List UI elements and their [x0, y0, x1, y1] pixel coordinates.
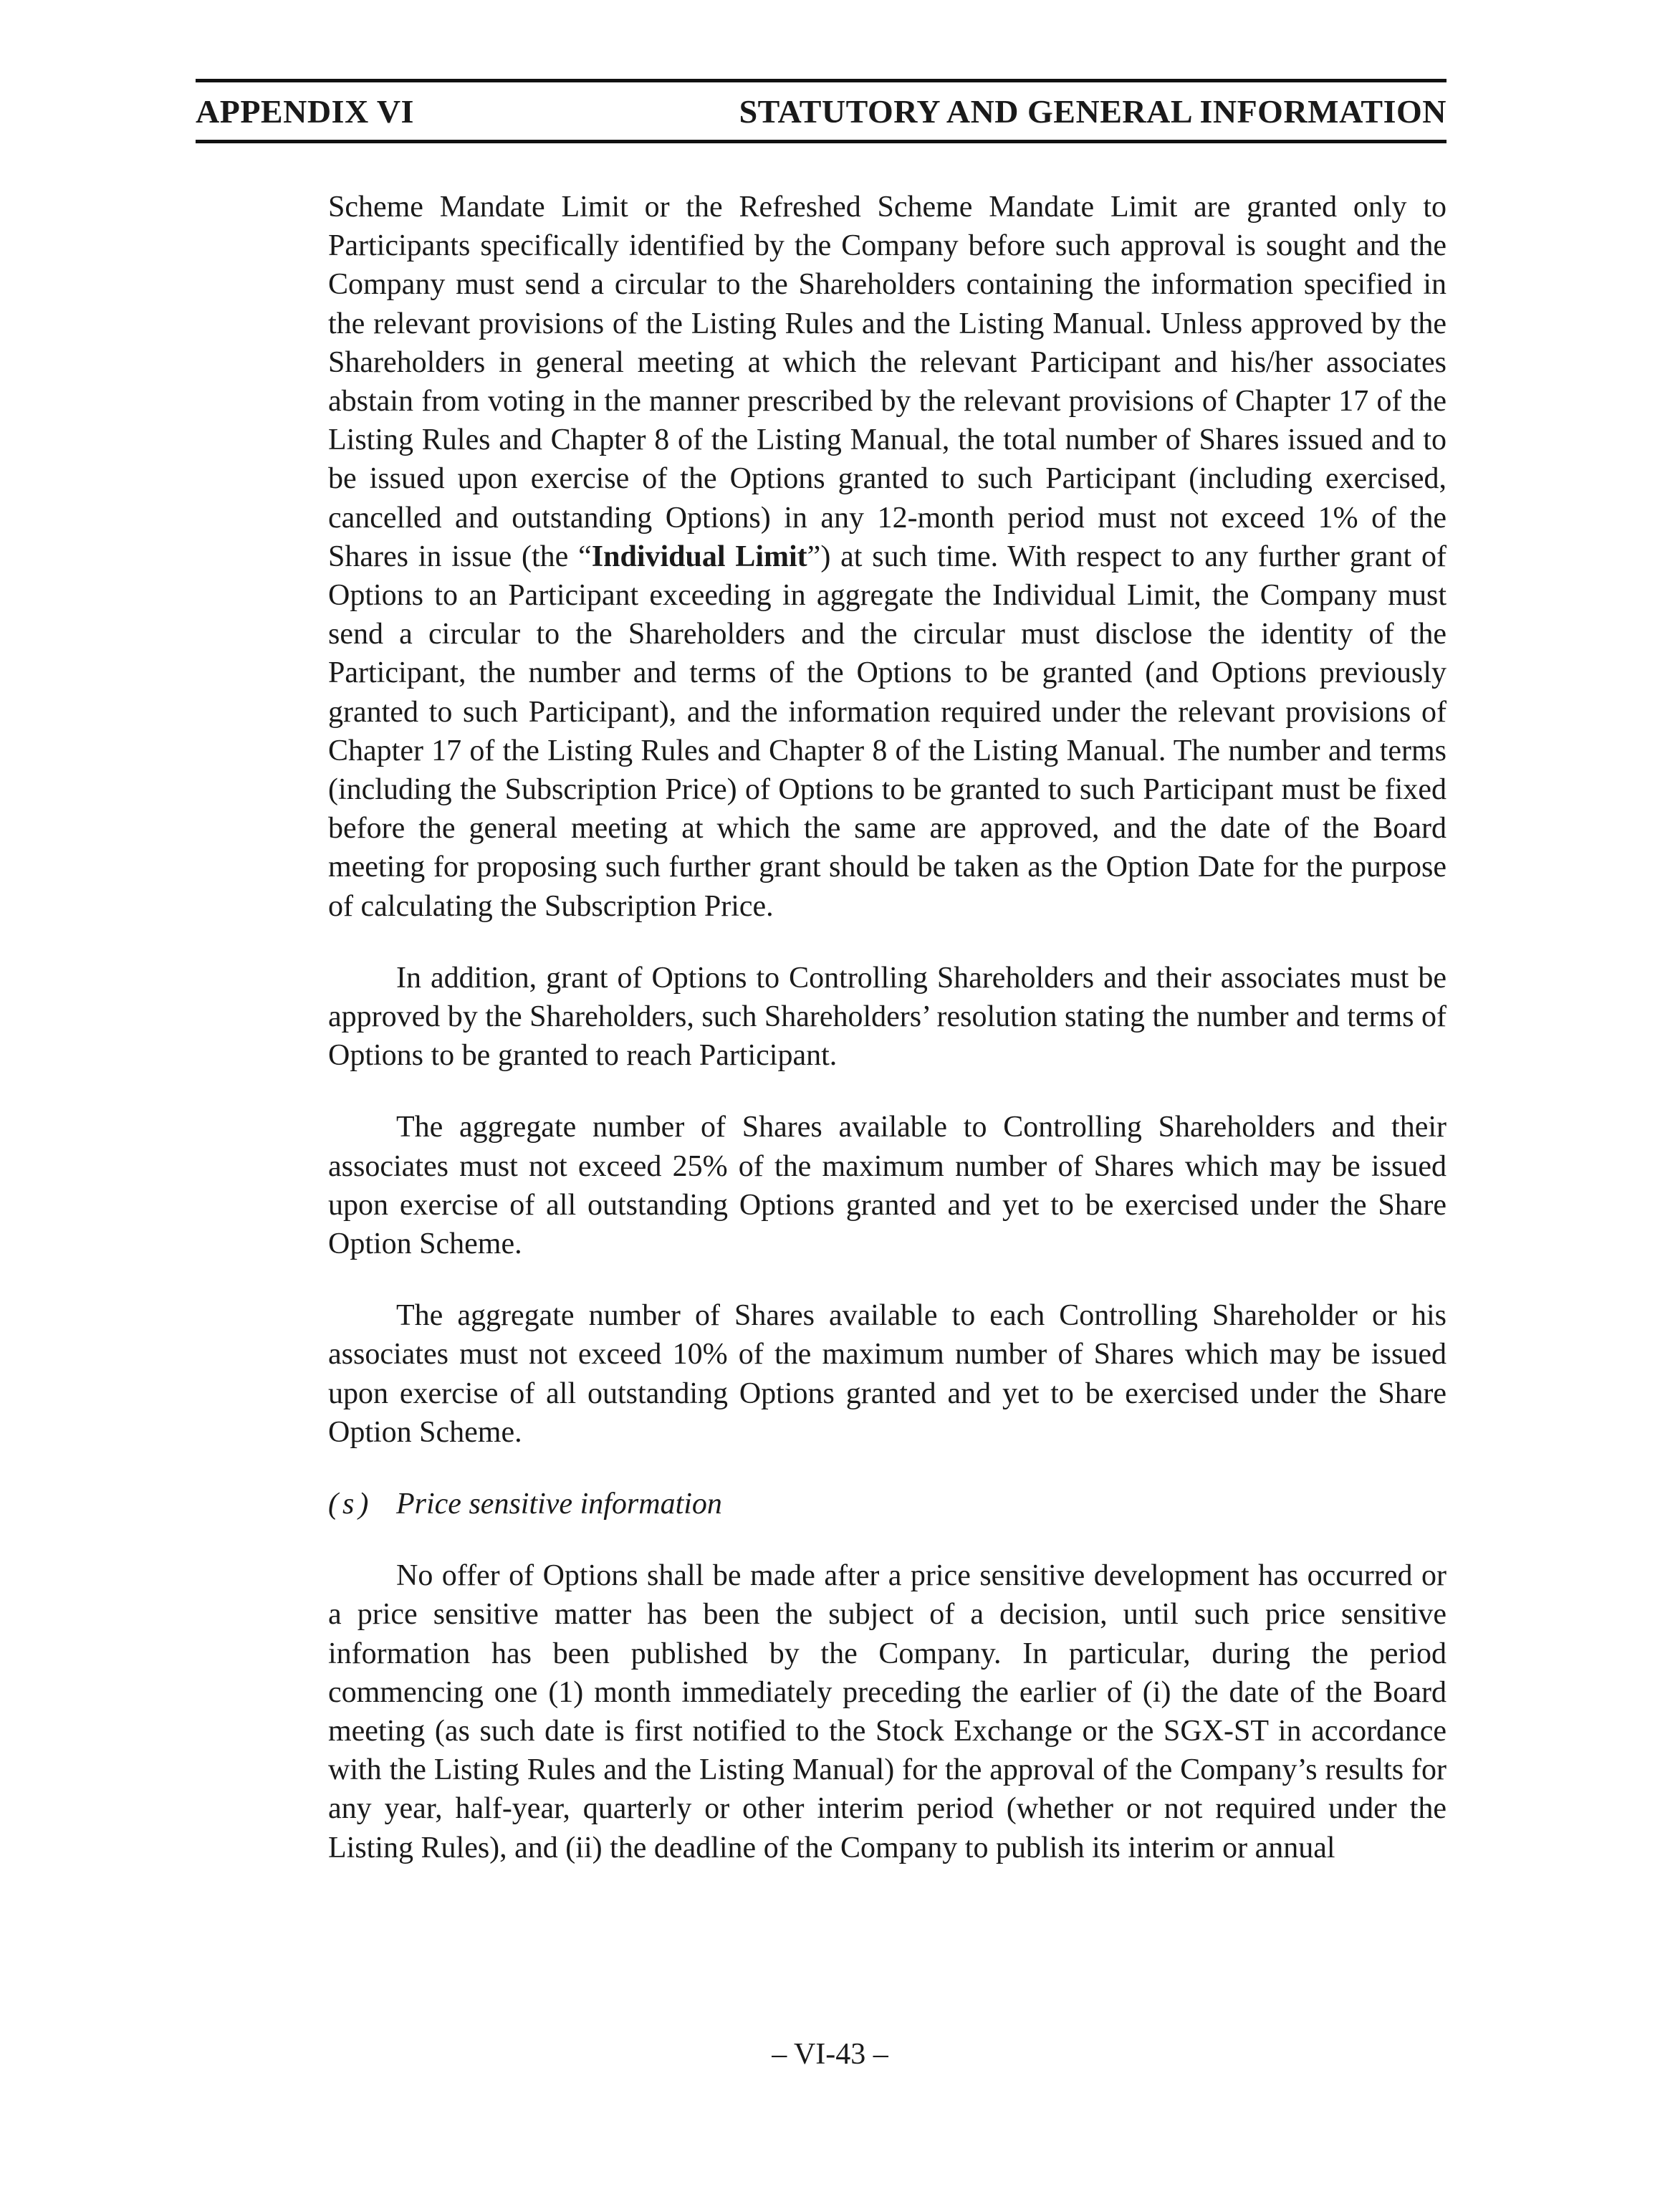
appendix-label: APPENDIX VI	[196, 93, 414, 130]
section-title: STATUTORY AND GENERAL INFORMATION	[739, 93, 1446, 130]
paragraph-price-sensitive: No offer of Options shall be made after a price sensitive development has occurred or a price sensitive matter has been the subject of a decision, until such price sensitive information has been published by the Company. In particular, during the period commencing one (1) month immediately preceding the earlier of (i) the date of the Board meeting (as such date is first notified to the Stock Exchange or the SGX-ST in accordance with the Listing Rules and the Listing Manual) for the approval of the Company’s results for any year, half-year, quarterly or other interim period (whether or not required under the Listing Rules), and (ii) the deadline of the Company to publish its interim or annual	[328, 1559, 1446, 1864]
paragraph-aggregate-10-percent: The aggregate number of Shares available to each Controlling Shareholder or his associates must not exceed 10% of the maximum number of Shares which may be issued upon exercise of all outstanding Options granted and yet to be exercised under the Share Option Scheme.	[328, 1299, 1446, 1449]
defined-term-individual-limit: Individual Limit	[591, 540, 807, 573]
paragraph-controlling-shareholders-approval: In addition, grant of Options to Controlling Shareholders and their associates must be approved by the Shareholders, such Shareholders’ resolution stating the number and terms of Options to be granted to reach Participant.	[328, 961, 1446, 1073]
section-number: (s)	[328, 1488, 373, 1521]
document-body	[328, 188, 1446, 1867]
page-header	[196, 79, 1446, 143]
paragraph-aggregate-25-percent: The aggregate number of Shares available to Controlling Shareholders and their associates must not exceed 25% of the maximum number of Shares which may be issued upon exercise of all outstanding Options granted and yet to be exercised under the Share Option Scheme.	[328, 1111, 1446, 1261]
paragraph-individual-limit	[328, 188, 1446, 926]
page-number: – VI-43 –	[772, 2038, 888, 2071]
paragraph-text: Scheme Mandate Limit or the Refreshed Scheme Mandate Limit are granted only to Participants specifically identified by the Company before such approval is sought and the Company must send a circular to the Shareholders containing the information specified in the relevant provisions of the Listing Rules and the Listing Manual. Unless approved by the Shareholders in general meeting at which the relevant Participant and his/her associates abstain from voting in the manner prescribed by the relevant provisions of Chapter 17 of the Listing Rules and Chapter 8 of the Listing Manual, the total number of Shares issued and to be issued upon exercise of the Options granted to such Participant (including exercised, cancelled and outstanding Options) in any 12-month period must not exceed 1% of the Shares in issue (the “	[328, 191, 1446, 573]
section-heading-title: Price sensitive information	[396, 1488, 722, 1521]
section-heading-price-sensitive	[328, 1485, 1446, 1523]
paragraph-text: ”) at such time. With respect to any further grant of Options to an Participant exceeding in aggregate the Individual Limit, the Company must send a circular to the Shareholders and the circular must disclose the identity of the Participant, the number and terms of the Options to be granted (and Options previously granted to such Participant), and the information required under the relevant provisions of Chapter 17 of the Listing Rules and Chapter 8 of the Listing Manual. The number and terms (including the Subscription Price) of Options to be granted to such Participant must be fixed before the general meeting at which the same are approved, and the date of the Board meeting for proposing such further grant should be taken as the Option Date for the purpose of calculating the Subscription Price.	[328, 540, 1446, 923]
